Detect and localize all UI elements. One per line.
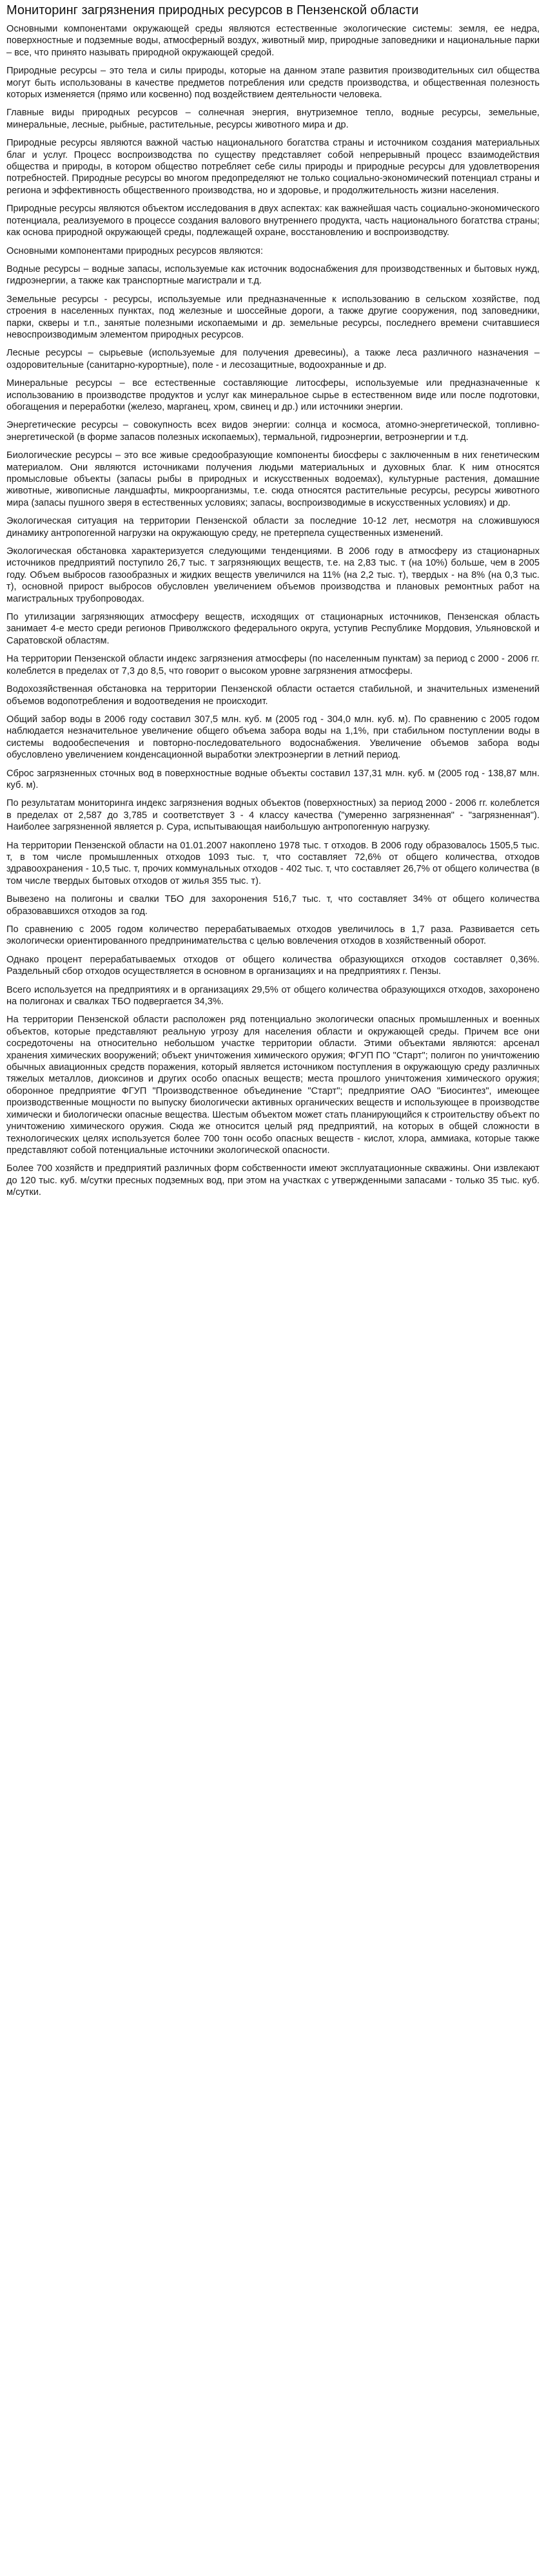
paragraph: Природные ресурсы – это тела и силы природы, которые на данном этапе развития производительных сил общества могут быть использованы в качестве предметов потребления или средств производства, и общественная полезность которых изменяется (прямо или косвенно) под воздействием деятельности человека. <box>6 66 540 100</box>
paragraph: Вывезено на полигоны и свалки ТБО для захоронения 516,7 тыс. т, что составляет 34% от общего количества образовавшихся отходов за год. <box>6 894 540 917</box>
paragraph: Всего используется на предприятиях и в организациях 29,5% от общего количества образующихся отходов, захоронено на полигонах и свалках ТБО подвергается 34,3%. <box>6 984 540 1007</box>
paragraph: Общий забор воды в 2006 году составил 307,5 млн. куб. м (2005 год - 304,0 млн. куб. м). По сравнению с 2005 годом наблюдается незначительное увеличение общего объема забора воды на 1,1%, при стабильном поступлении воды в системы водообеспечения и повторно-последовательного водоснабжения. Увеличение объемов забора воды обусловлено увеличением конденсационной выработки электроэнергии в летний период. <box>6 714 540 761</box>
article <box>0 0 546 1218</box>
paragraph: Более 700 хозяйств и предприятий различных форм собственности имеют эксплуатационные скважины. Они извлекают до 120 тыс. куб. м/сутки пресных подземных вод, при этом на участках с утвержденными запасами - только 35 тыс. куб. м/сутки. <box>6 1163 540 1198</box>
paragraph: Сброс загрязненных сточных вод в поверхностные водные объекты составил 137,31 млн. куб. м (2005 год - 138,87 млн. куб. м). <box>6 768 540 790</box>
paragraph: На территории Пензенской области индекс загрязнения атмосферы (по населенным пунктам) за период с 2000 - 2006 гг. колеблется в пределах от 7,3 до 8,5, что говорит о высоком уровне загрязнения атмосферы. <box>6 654 540 676</box>
paragraph: Природные ресурсы являются объектом исследования в двух аспектах: как важнейшая часть социально-экономического потенциала, реализуемого в процессе создания валового внутреннего продукта, часть национального богатства страны; как основа природной окружающей среды, подлежащей охране, восстановлению и воспроизводству. <box>6 204 540 238</box>
paragraph: По результатам мониторинга индекс загрязнения водных объектов (поверхностных) за период 2000 - 2006 гг. колеблется в пределах от 2,587 до 3,785 и соответствует 3 - 4 классу качества ("умеренно загрязненная" - "загрязненная"). Наиболее загрязненной является р. Сура, испытывающая наибольшую антропогенную нагрузку. <box>6 798 540 833</box>
paragraph: Биологические ресурсы – это все живые средообразующие компоненты биосферы с заключенным в них генетическим материалом. Они являются источниками получения людьми материальных и духовных благ. К ним относятся промысловые объекты (запасы рыбы в природных и искусственных водоемах), культурные растения, домашние животные, живописные ландшафты, микроорганизмы, т.е. сюда относятся растительные ресурсы, ресурсы животного мира (запасы пушного зверя в естественных условиях; запасы, воспроизводимые в искусственных условиях) и др. <box>6 450 540 508</box>
paragraph: По утилизации загрязняющих атмосферу веществ, исходящих от стационарных источников, Пензенская область занимает 4-е место среди регионов Приволжского федерального округа, уступив Республике Мордовия, Ульяновской и Саратовской областям. <box>6 612 540 646</box>
paragraph: На территории Пензенской области расположен ряд потенциально экологически опасных промышленных и военных объектов, которые представляют реальную угрозу для населения области и окружающей среды. Причем все они сосредоточены на относительно небольшом участке территории области. Этими объектами являются: арсенал хранения химических вооружений; объект уничтожения химического оружия; ФГУП ПО "Старт"; полигон по уничтожению обычных авиационных средств поражения, который является источником поступления в окружающую среду различных тяжелых металлов, диоксинов и других особо опасных веществ; места прошлого уничтожения химического оружия; оборонное предприятие ФГУП "Производственное объединение "Старт"; предприятие ОАО "Биосинтез", имеющее производственные мощности по выпуску биологически активных органических веществ и использующее в производстве химически и биологически опасные вещества. Шестым объектом может стать планирующийся к строительству объект по уничтожению химического оружия. Сюда же относится целый ряд предприятий, на которых в общей сложности в технологических целях используется более 700 тонн особо опасных веществ - кислот, хлора, аммиака, которые также представляют собой потенциальные источники экологической опасности. <box>6 1015 540 1156</box>
paragraph: Лесные ресурсы – сырьевые (используемые для получения древесины), а также леса различного назначения – оздоровительные (санитарно-курортные), поле - и лесозащитные, водоохранные и др. <box>6 348 540 370</box>
paragraph: Водохозяйственная обстановка на территории Пензенской области остается стабильной, и значительных изменений объемов водопотребления и водоотведения не происходит. <box>6 684 540 707</box>
paragraph: Земельные ресурсы - ресурсы, используемые или предназначенные к использованию в сельском хозяйстве, под строения в населенных пунктах, под железные и шоссейные дороги, а также другие сооружения, под заповедники, парки, скверы и т.п., занятые полезными ископаемыми и др. земельные ресурсы, последнего времени считавшиеся невоспроизводимым элементом природных ресурсов. <box>6 294 540 340</box>
paragraph: Энергетические ресурсы – совокупность всех видов энергии: солнца и космоса, атомно-энергетической, топливно-энергетической (в форме запасов полезных ископаемых), термальной, гидроэнергии, ветроэнергии и т.д. <box>6 420 540 443</box>
paragraph: Водные ресурсы – водные запасы, используемые как источник водоснабжения для производственных и бытовых нужд, гидроэнергии, а также как транспортные магистрали и т.д. <box>6 263 540 287</box>
article-title: Мониторинг загрязнения природных ресурсов в Пензенской области <box>6 3 419 17</box>
paragraph: Главные виды природных ресурсов – солнечная энергия, внутриземное тепло, водные ресурсы, земельные, минеральные, лесные, рыбные, растительные, ресурсы животного мира и др. <box>6 108 540 130</box>
article-body <box>6 23 540 1199</box>
paragraph: Экологическая обстановка характеризуется следующими тенденциями. В 2006 году в атмосферу из стационарных источников предприятий поступило 26,7 тыс. т загрязняющих веществ, т.е. на 2,83 тыс. т (на 10%) больше, чем в 2005 году. Объем выбросов газообразных и жидких веществ увеличился на 11% (на 2,2 тыс. т), твердых - на 8% (на 0,3 тыс. т), основной прирост выбросов обусловлен увеличением объемов производства и плановых ремонтных работ на магистральных трубопроводах. <box>6 546 540 604</box>
paragraph: Основными компонентами природных ресурсов являются: <box>6 245 263 256</box>
paragraph: Экологическая ситуация на территории Пензенской области за последние 10-12 лет, несмотря на сложившуюся динамику антропогенной нагрузки на окружающую среду, не претерпела существенных изменений. <box>6 516 540 539</box>
paragraph: На территории Пензенской области на 01.01.2007 накоплено 1978 тыс. т отходов. В 2006 году образовалось 1505,5 тыс. т, в том числе промышленных отходов 1093 тыс. т, что составляет 72,6% от общего количества, отходов здравоохранения - 10,5 тыс. т, прочих коммунальных отходов - 402 тыс. т, что составляет 26,7% от общего количества (в том числе твердых бытовых отходов от жилья 355 тыс. т). <box>6 840 540 886</box>
paragraph: Однако процент перерабатываемых отходов от общего количества образующихся отходов составляет 0,36%. Раздельный сбор отходов осуществляется в основном в организациях и на предприятиях г. Пензы. <box>6 954 540 977</box>
paragraph: По сравнению с 2005 годом количество перерабатываемых отходов увеличилось в 1,7 раза. Развивается сеть экологически ориентированного предпринимательства с целью вовлечения отходов в хозяйственный оборот. <box>6 924 540 947</box>
paragraph: Основными компонентами окружающей среды являются естественные экологические системы: земля, ее недра, поверхностные и подземные воды, атмосферный воздух, животный мир, природные заповедники и национальные парки – все, что принято называть природной окружающей средой. <box>6 24 540 58</box>
paragraph: Природные ресурсы являются важной частью национального богатства страны и источником создания материальных благ и услуг. Процесс воспроизводства по существу представляет собой непрерывный процесс взаимодействия общества и природы, в котором общество потребляет себе силы природы и природные ресурсы для удовлетворения потребностей. Природные ресурсы во многом предопределяют не только социально-экономический потенциал страны и региона и эффективность общественного производства, но и здоровье, и продолжительность жизни населения. <box>6 138 540 196</box>
paragraph: Минеральные ресурсы – все естественные составляющие литосферы, используемые или предназначенные к использованию в производстве продуктов и услуг как минеральное сырье в естественном виде или после подготовки, обогащения и переработки (железо, марганец, хром, свинец и др.) или источники энергии. <box>6 378 540 412</box>
